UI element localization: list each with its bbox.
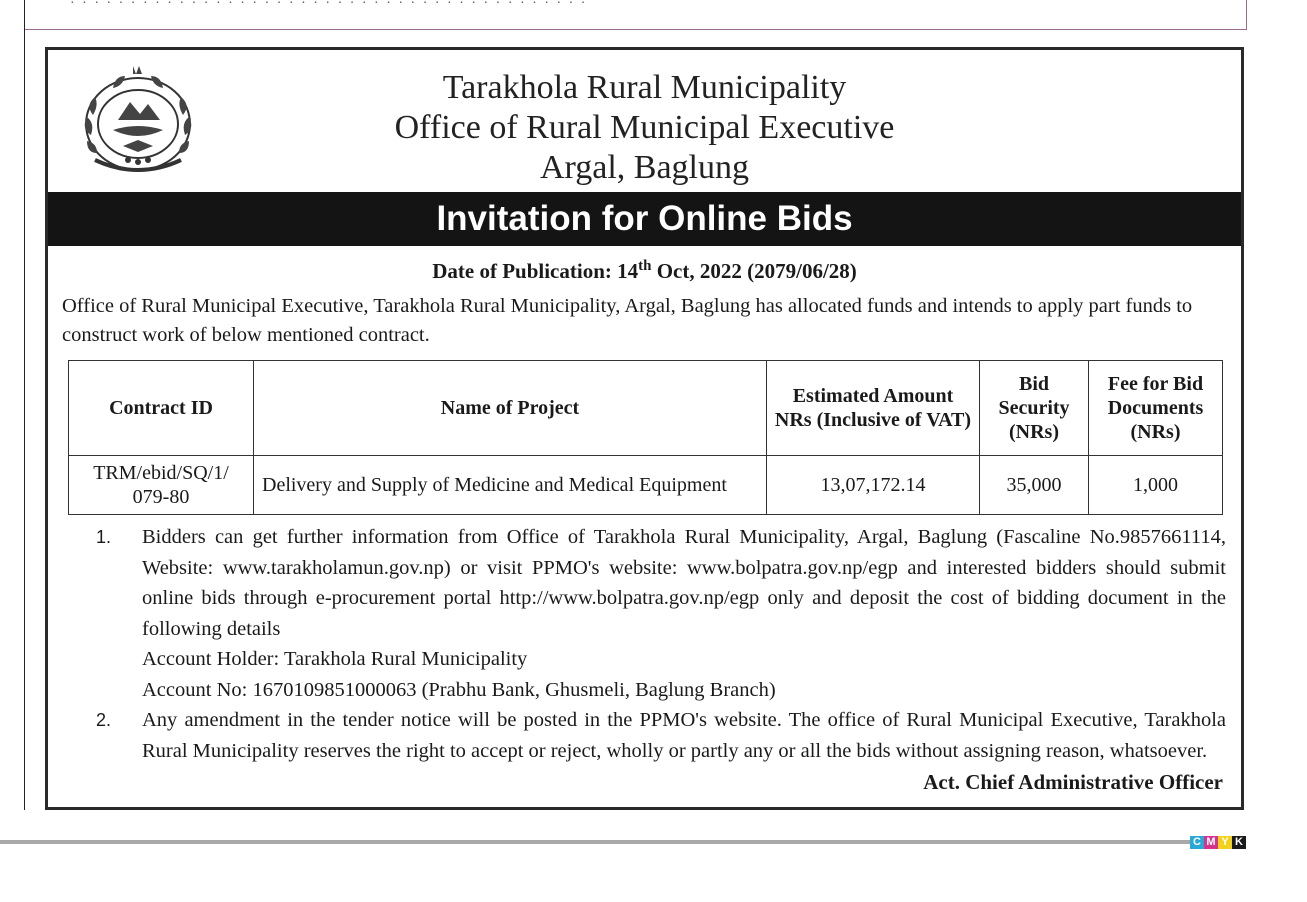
point-number: 1. [96,527,112,547]
municipality-name: Tarakhola Rural Municipality [442,69,847,106]
header-bid-security [980,361,1089,456]
left-column-rule [24,0,25,810]
table-header-row [69,361,1223,456]
print-bar [0,840,1190,844]
cmyk-cyan: C [1190,836,1204,849]
header-security-line2: Security [998,397,1070,419]
office-header [48,68,1241,188]
bid-notice [45,47,1244,810]
publication-date-suffix: Oct, 2022 (2079/06/28) [651,259,857,283]
point-text: Any amendment in the tender notice will be posted in the PPMO's website. The office of Rural Municipal Executive, Tarakhola Rural Municipality reserves the right to accept or reject, wholly or partly any or all the bids without assigning reason, whatsoever. [142,709,1226,762]
header-amount-line1: Estimated Amount [792,385,954,407]
header-amount-line2: NRs (Inclusive of VAT) [774,409,972,431]
contract-id-line2: 079-80 [132,486,190,508]
header-fee-line2: Documents [1107,397,1204,419]
cell-bid-security: 35,000 [980,456,1089,515]
previous-article-strip [0,0,1250,30]
contract-id-line1: TRM/ebid/SQ/1/ [93,462,229,484]
header-contract-id: Contract ID [69,361,254,456]
cell-contract-id [69,456,254,515]
notice-title: Invitation for Online Bids [48,192,1241,246]
header-document-fee [1089,361,1223,456]
header-estimated-amount [767,361,980,456]
signatory-title: Act. Chief Administrative Officer [923,770,1223,794]
cell-project-name: Delivery and Supply of Medicine and Medical Equipment [254,456,767,515]
list-item [96,705,1226,766]
header-security-line3: (NRs) [1009,421,1059,443]
cell-estimated-amount: 13,07,172.14 [767,456,980,515]
notice-points [96,522,1226,766]
office-location: Argal, Baglung [539,149,749,186]
office-name: Office of Rural Municipal Executive [394,109,895,146]
publication-date-sup: th [638,258,652,274]
point-number: 2. [96,710,112,730]
cmyk-magenta: M [1204,836,1218,849]
cmyk-registration-mark [1190,836,1246,849]
header-project-name: Name of Project [254,361,767,456]
top-divider [25,29,1247,30]
header-fee-line1: Fee for Bid [1107,373,1204,395]
list-item [96,522,1226,705]
intro-paragraph: Office of Rural Municipal Executive, Tarakhola Rural Municipality, Argal, Baglung has allocated funds and intends to apply part funds to construct work of below mentioned contract. [62,295,1193,346]
table-row [69,456,1223,515]
account-number: Account No: 1670109851000063 (Prabhu Bank, Ghusmeli, Baglung Branch) [142,678,776,701]
publication-date-prefix: Date of Publication: 14 [432,259,639,283]
cmyk-yellow: Y [1218,836,1232,849]
point-text: Bidders can get further information from Office of Tarakhola Rural Municipality, Argal, Baglung (Fascaline No.9857661114, Website: www.tarakholamun.gov.np) or visit PPMO's website: www.bolpatra.gov.np/egp and interested bidders should submit online bids through e-procurement portal http://www.bolpatra.gov.np/egp only and deposit the cost of bidding document in the following details [142,526,1226,640]
right-column-rule [1246,0,1247,30]
header-fee-line3: (NRs) [1130,421,1181,443]
publication-date [48,258,1241,284]
cmyk-black: K [1232,836,1246,849]
previous-article-text: · · · · · · · · · · · · · · · · · · · · · · · · · · · · · · · · · · · · · · · · · · · [70,0,588,11]
contract-table [68,360,1223,515]
header-security-line1: Bid [1018,373,1050,395]
account-holder: Account Holder: Tarakhola Rural Municipality [142,648,528,670]
cell-document-fee: 1,000 [1089,456,1223,515]
